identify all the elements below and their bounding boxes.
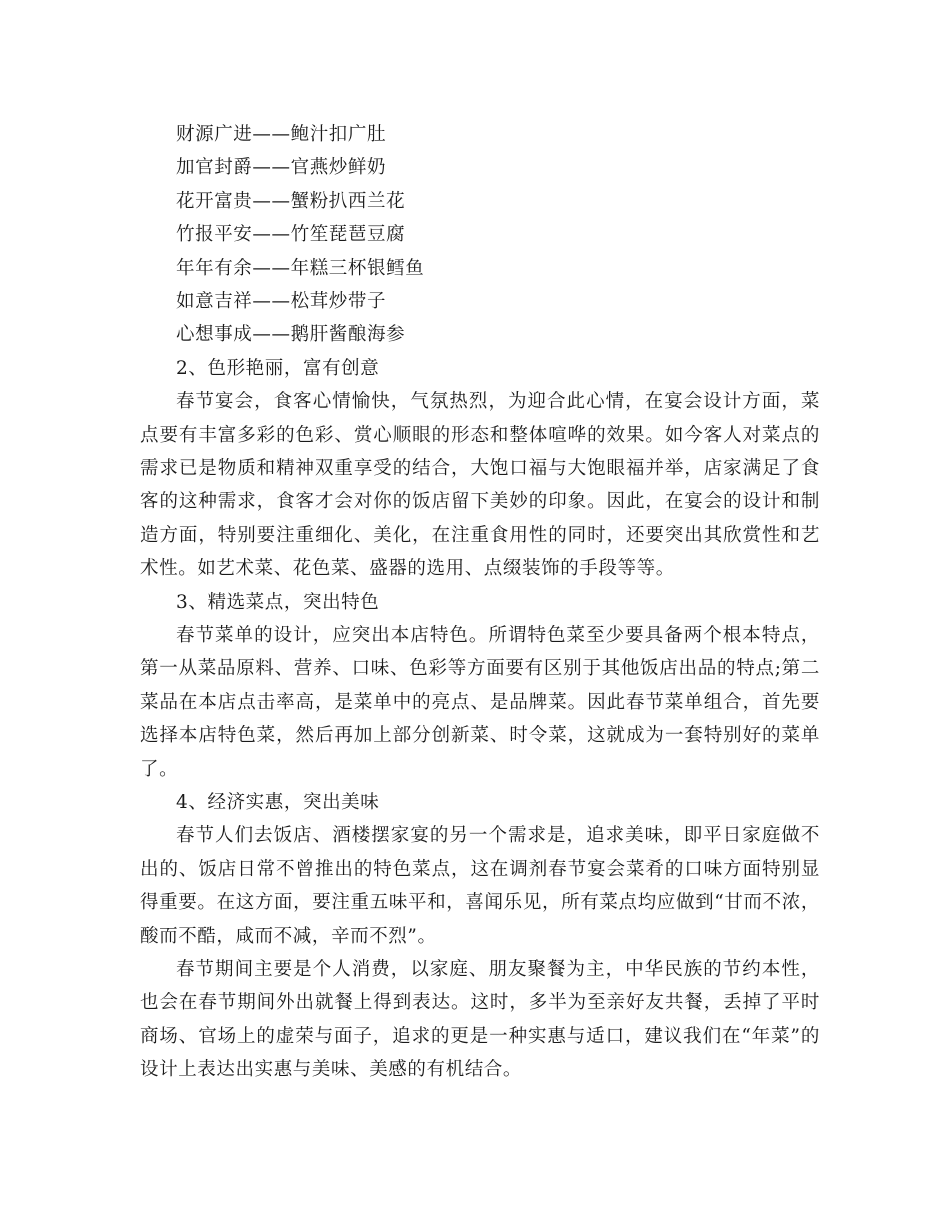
document-body xyxy=(140,118,820,1087)
dish-item: 心想事成——鹅肝酱酿海参 xyxy=(176,324,406,346)
dish-item: 财源广进——鲍汁扣广肚 xyxy=(176,124,387,145)
body-paragraph: 春节人们去饭店、酒楼摆家宴的另一个需求是，追求美味，即平日家庭做不出的、饭店日常不曾推出的特色菜点，这在调剂春节宴会菜肴的口味方面特别显得重要。在这方面，要注重五味平和，喜闻乐见，所有菜点均应做到“甘而不浓，酸而不酷，咸而不减，辛而不烈”。 xyxy=(140,825,820,947)
section-heading: 4、经济实惠，突出美味 xyxy=(176,791,380,813)
dish-list xyxy=(140,118,820,352)
section-heading: 3、精选菜点，突出特色 xyxy=(176,591,380,613)
body-paragraph: 春节菜单的设计，应突出本店特色。所谓特色菜至少要具备两个根本特点，第一从菜品原料、营养、口味、色彩等方面要有区别于其他饭店出品的特点;第二菜品在本店点击率高，是菜单中的亮点、是品牌菜。因此春节菜单组合，首先要选择本店特色菜，然后再加上部分创新菜、时令菜，这就成为一套特别好的菜单了。 xyxy=(140,624,820,780)
dish-item: 如意吉祥——松茸炒带子 xyxy=(176,290,387,312)
section-heading: 2、色形艳丽，富有创意 xyxy=(176,357,380,379)
dish-item: 竹报平安——竹笙琵琶豆腐 xyxy=(176,224,406,246)
dish-item: 花开富贵——蟹粉扒西兰花 xyxy=(176,190,406,212)
dish-item: 年年有余——年糕三杯银鳕鱼 xyxy=(176,257,425,279)
dish-item: 加官封爵——官燕炒鲜奶 xyxy=(176,157,387,179)
body-paragraph: 春节宴会，食客心情愉快，气氛热烈，为迎合此心情，在宴会设计方面，菜点要有丰富多彩的色彩、赏心顺眼的形态和整体喧哗的效果。如今客人对菜点的需求已是物质和精神双重享受的结合，大饱口福与大饱眼福并举，店家满足了食客的这种需求，食客才会对你的饭店留下美妙的印象。因此，在宴会的设计和制造方面，特别要注重细化、美化，在注重食用性的同时，还要突出其欣赏性和艺术性。如艺术菜、花色菜、盛器的选用、点缀装饰的手段等等。 xyxy=(140,391,820,580)
body-paragraph: 春节期间主要是个人消费，以家庭、朋友聚餐为主，中华民族的节约本性，也会在春节期间外出就餐上得到表达。这时，多半为至亲好友共餐，丢掉了平时商场、官场上的虚荣与面子，追求的更是一种实惠与适口，建议我们在“年菜”的设计上表达出实惠与美味、美感的有机结合。 xyxy=(140,959,820,1081)
